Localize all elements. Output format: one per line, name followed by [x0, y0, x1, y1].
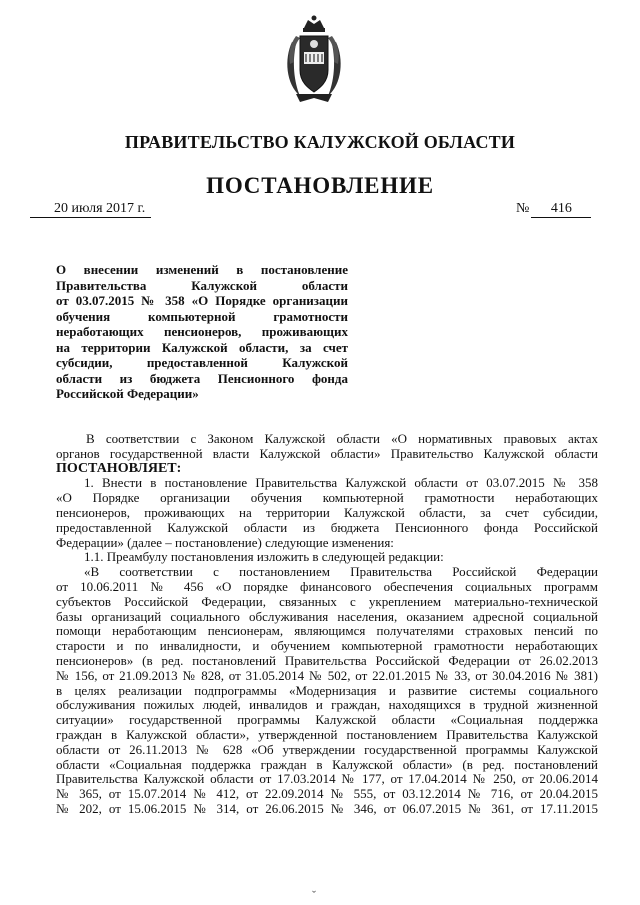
subject-line: на территории Калужской области, за счет — [56, 339, 348, 355]
body-line: помощи неработающим пенсионерам, являющимся получателями страховых пенсий по — [56, 624, 598, 639]
body-line: обслуживания пожилых людей, инвалидов и граждан, находящихся в трудной жизненной — [56, 698, 598, 713]
decree-word: ПОСТАНОВЛЯЕТ: — [56, 461, 182, 476]
body-line: области от 26.11.2013 № 628 «Об утверждении государственной программы Калужской — [56, 742, 598, 757]
subject-block — [56, 262, 348, 402]
document-date: 20 июля 2017 г. — [30, 201, 151, 218]
body-line: субъектов Российской Федерации, связанных с укреплением материально-технической — [56, 594, 598, 609]
body-line: пенсионеров» (в ред. постановлений Правительства Российской Федерации от 26.02.2013 — [56, 653, 598, 668]
coat-of-arms-icon — [282, 14, 346, 106]
body-line: № 156, от 21.09.2013 № 828, от 31.05.2014 № 502, от 22.01.2015 № 33, от 30.04.2016 № 381) — [56, 668, 598, 683]
body-line: «В соответствии с постановлением Правительства Российской Федерации — [84, 565, 598, 580]
body-line: 1. Внести в постановление Правительства Калужской области от 03.07.2015 № 358 — [84, 476, 598, 491]
body-line: Федерации» (далее – постановление) следующие изменения: — [56, 535, 394, 550]
body-line: ситуации» государственной программы Калужской области «Социальная поддержка — [56, 713, 598, 728]
body-line: 1.1. Преамбулу постановления изложить в следующей редакции: — [84, 550, 444, 565]
document-body — [56, 432, 598, 817]
subject-line: субсидии, предоставленной Калужской — [56, 355, 348, 370]
organization-name: ПРАВИТЕЛЬСТВО КАЛУЖСКОЙ ОБЛАСТИ — [124, 132, 516, 152]
subject-line: Правительства Калужской области — [56, 277, 348, 293]
document-number — [516, 201, 591, 218]
body-line: Правительства Калужской области от 17.03.2014 № 177, от 17.04.2014 № 250, от 20.06.2014 — [56, 772, 598, 787]
body-line: области «Социальная поддержка граждан в Калужской области» (в ред. постановлений — [56, 757, 598, 772]
footer-mark: ˇ — [312, 888, 316, 902]
subject-line: области из бюджета Пенсионного фонда — [56, 370, 348, 386]
body-line: пенсионеров, проживающих на территории Калужской области, за счет субсидии, — [56, 505, 598, 520]
body-line: органов государственной власти Калужской области» Правительство Калужской области — [56, 446, 598, 461]
body-line: «О Порядке организации обучения компьютерной грамотности неработающих — [56, 491, 598, 506]
subject-line: Российской Федерации» — [56, 386, 199, 401]
body-line: предоставленной Калужской области из бюджета Пенсионного фонда Российской — [56, 520, 598, 535]
body-line: В соответствии с Законом Калужской области «О нормативных правовых актах — [86, 432, 598, 446]
number-prefix: № — [516, 201, 530, 216]
document-type-title: ПОСТАНОВЛЕНИЕ — [206, 173, 434, 198]
subject-line: обучения компьютерной грамотности — [56, 308, 348, 324]
subject-line: О внесении изменений в постановление — [56, 262, 348, 277]
body-line: № 202, от 15.06.2015 № 314, от 26.06.2015 № 346, от 06.07.2015 № 361, от 17.11.2015 — [56, 801, 598, 816]
number-value: 416 — [531, 201, 591, 218]
body-line: старости и по инвалидности, и обучением компьютерной грамотности неработающих — [56, 639, 598, 654]
body-line: базы организаций социального обслуживания населения, оказанием адресной социальной — [56, 609, 598, 624]
body-line: граждан в Калужской области», утвержденной постановлением Правительства Калужской — [56, 727, 598, 742]
subject-line: от 03.07.2015 № 358 «О Порядке организации — [56, 293, 348, 308]
body-line: от 10.06.2011 № 456 «О порядке финансового обеспечения социальных программ — [56, 579, 598, 594]
body-line: в целях реализации подпрограммы «Модернизация и развитие системы социального — [56, 683, 598, 698]
subject-line: неработающих пенсионеров, проживающих — [56, 324, 348, 339]
body-line: № 365, от 15.07.2014 № 412, от 22.09.2014 № 555, от 03.12.2014 № 716, от 20.04.2015 — [56, 787, 598, 802]
